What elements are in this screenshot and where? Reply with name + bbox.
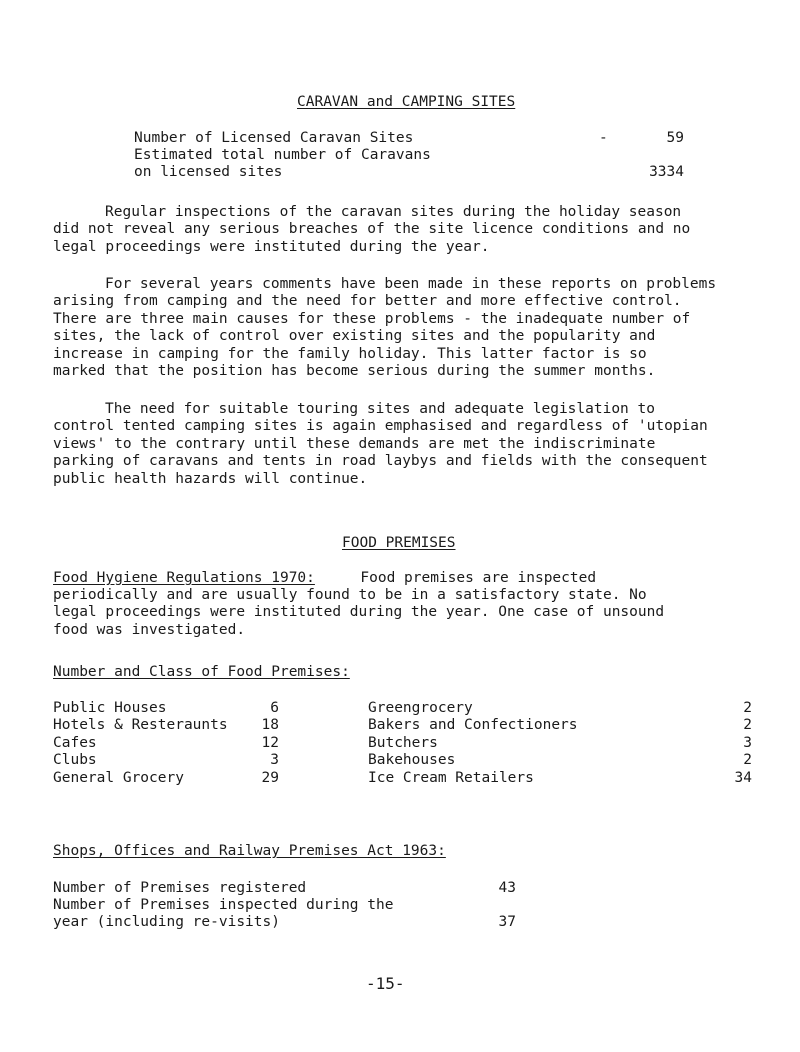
regulations-body [53, 587, 793, 639]
paragraph-line: For several years comments have been made in these reports on problems [105, 276, 717, 292]
item-count: 2 [743, 700, 752, 716]
caravan-heading: CARAVAN and CAMPING SITES [297, 94, 516, 110]
item-name: General Grocery [53, 769, 184, 786]
item-name: Hotels & Resteraunts [53, 717, 228, 734]
regulations-first-line [53, 570, 596, 587]
regulations-title: Food Hygiene Regulations 1970: [53, 570, 315, 586]
item-name: Ice Cream Retailers [368, 769, 534, 786]
shops-act-title: Shops, Offices and Railway Premises Act 1963: [53, 843, 446, 859]
list-item [53, 700, 279, 717]
list-item [368, 770, 752, 787]
item-count: 6 [270, 700, 279, 716]
list-item [53, 770, 279, 787]
licensed-sites-label: Number of Licensed Caravan Sites [134, 130, 414, 146]
paragraph-line: Regular inspections of the caravan sites during the holiday season [105, 204, 682, 220]
item-name: Cafes [53, 734, 97, 751]
food-premises-left-list [53, 700, 279, 787]
list-item [53, 735, 279, 752]
food-class-title: Number and Class of Food Premises: [53, 664, 350, 680]
paragraph-line: parking of caravans and tents in road laybys and fields with the consequent [53, 453, 708, 470]
item-count: 34 [734, 769, 752, 786]
paragraph-line: arising from camping and the need for better and more effective control. [53, 293, 682, 310]
item-count: 3 [270, 752, 279, 769]
item-name: Butchers [368, 734, 438, 751]
paragraph-line: periodically and are usually found to be in a satisfactory state. No [53, 587, 647, 603]
stats-dash: - [599, 130, 608, 146]
paragraph-line: legal proceedings were instituted during the year. One case of unsound [53, 604, 665, 621]
paragraph-line: legal proceedings were instituted during the year. [53, 238, 490, 255]
caravans-value: 3334 [649, 164, 684, 180]
paragraph-problems [53, 276, 793, 380]
paragraph-line: There are three main causes for these problems - the inadequate number of [53, 310, 691, 327]
caravans-label-line1: Estimated total number of Caravans [134, 147, 431, 163]
registered-value: 43 [498, 880, 516, 896]
paragraph-line: The need for suitable touring sites and adequate legislation to [105, 401, 655, 417]
list-item [368, 700, 752, 717]
paragraph-line: control tented camping sites is again emphasised and regardless of 'utopian [53, 418, 708, 435]
food-heading: FOOD PREMISES [342, 535, 456, 551]
item-name: Bakehouses [368, 752, 456, 769]
paragraph-line: increase in camping for the family holiday. This latter factor is so [53, 345, 647, 362]
item-count: 2 [743, 717, 752, 734]
paragraph-line: views' to the contrary until these demands are met the indiscriminate [53, 435, 656, 452]
list-item [368, 717, 752, 734]
list-item [53, 752, 279, 769]
list-item [53, 717, 279, 734]
item-name: Bakers and Confectioners [368, 717, 578, 734]
regulations-text-start: Food premises are inspected [360, 570, 597, 586]
item-name: Clubs [53, 752, 97, 769]
inspected-label-line1: Number of Premises inspected during the [53, 897, 394, 913]
page-number: -15- [366, 974, 405, 993]
paragraph-inspections [53, 204, 793, 256]
item-count: 12 [261, 734, 279, 751]
licensed-sites-value: 59 [666, 130, 684, 146]
item-name: Greengrocery [368, 700, 473, 716]
list-item [368, 735, 752, 752]
item-count: 2 [743, 752, 752, 769]
registered-label: Number of Premises registered [53, 880, 307, 896]
paragraph-line: public health hazards will continue. [53, 470, 368, 487]
caravans-label-line2: on licensed sites [134, 164, 283, 180]
paragraph-line: did not reveal any serious breaches of the site licence conditions and no [53, 221, 691, 238]
paragraph-touring-sites [53, 401, 793, 488]
paragraph-line: sites, the lack of control over existing sites and the popularity and [53, 328, 656, 345]
item-count: 29 [261, 769, 279, 786]
paragraph-line: marked that the position has become serious during the summer months. [53, 363, 656, 380]
item-name: Public Houses [53, 700, 167, 716]
item-count: 3 [743, 734, 752, 751]
food-premises-right-list [368, 700, 752, 787]
item-count: 18 [261, 717, 279, 734]
list-item [368, 752, 752, 769]
inspected-value: 37 [498, 914, 516, 930]
inspected-label-line2: year (including re-visits) [53, 914, 280, 930]
paragraph-line: food was investigated. [53, 621, 246, 638]
